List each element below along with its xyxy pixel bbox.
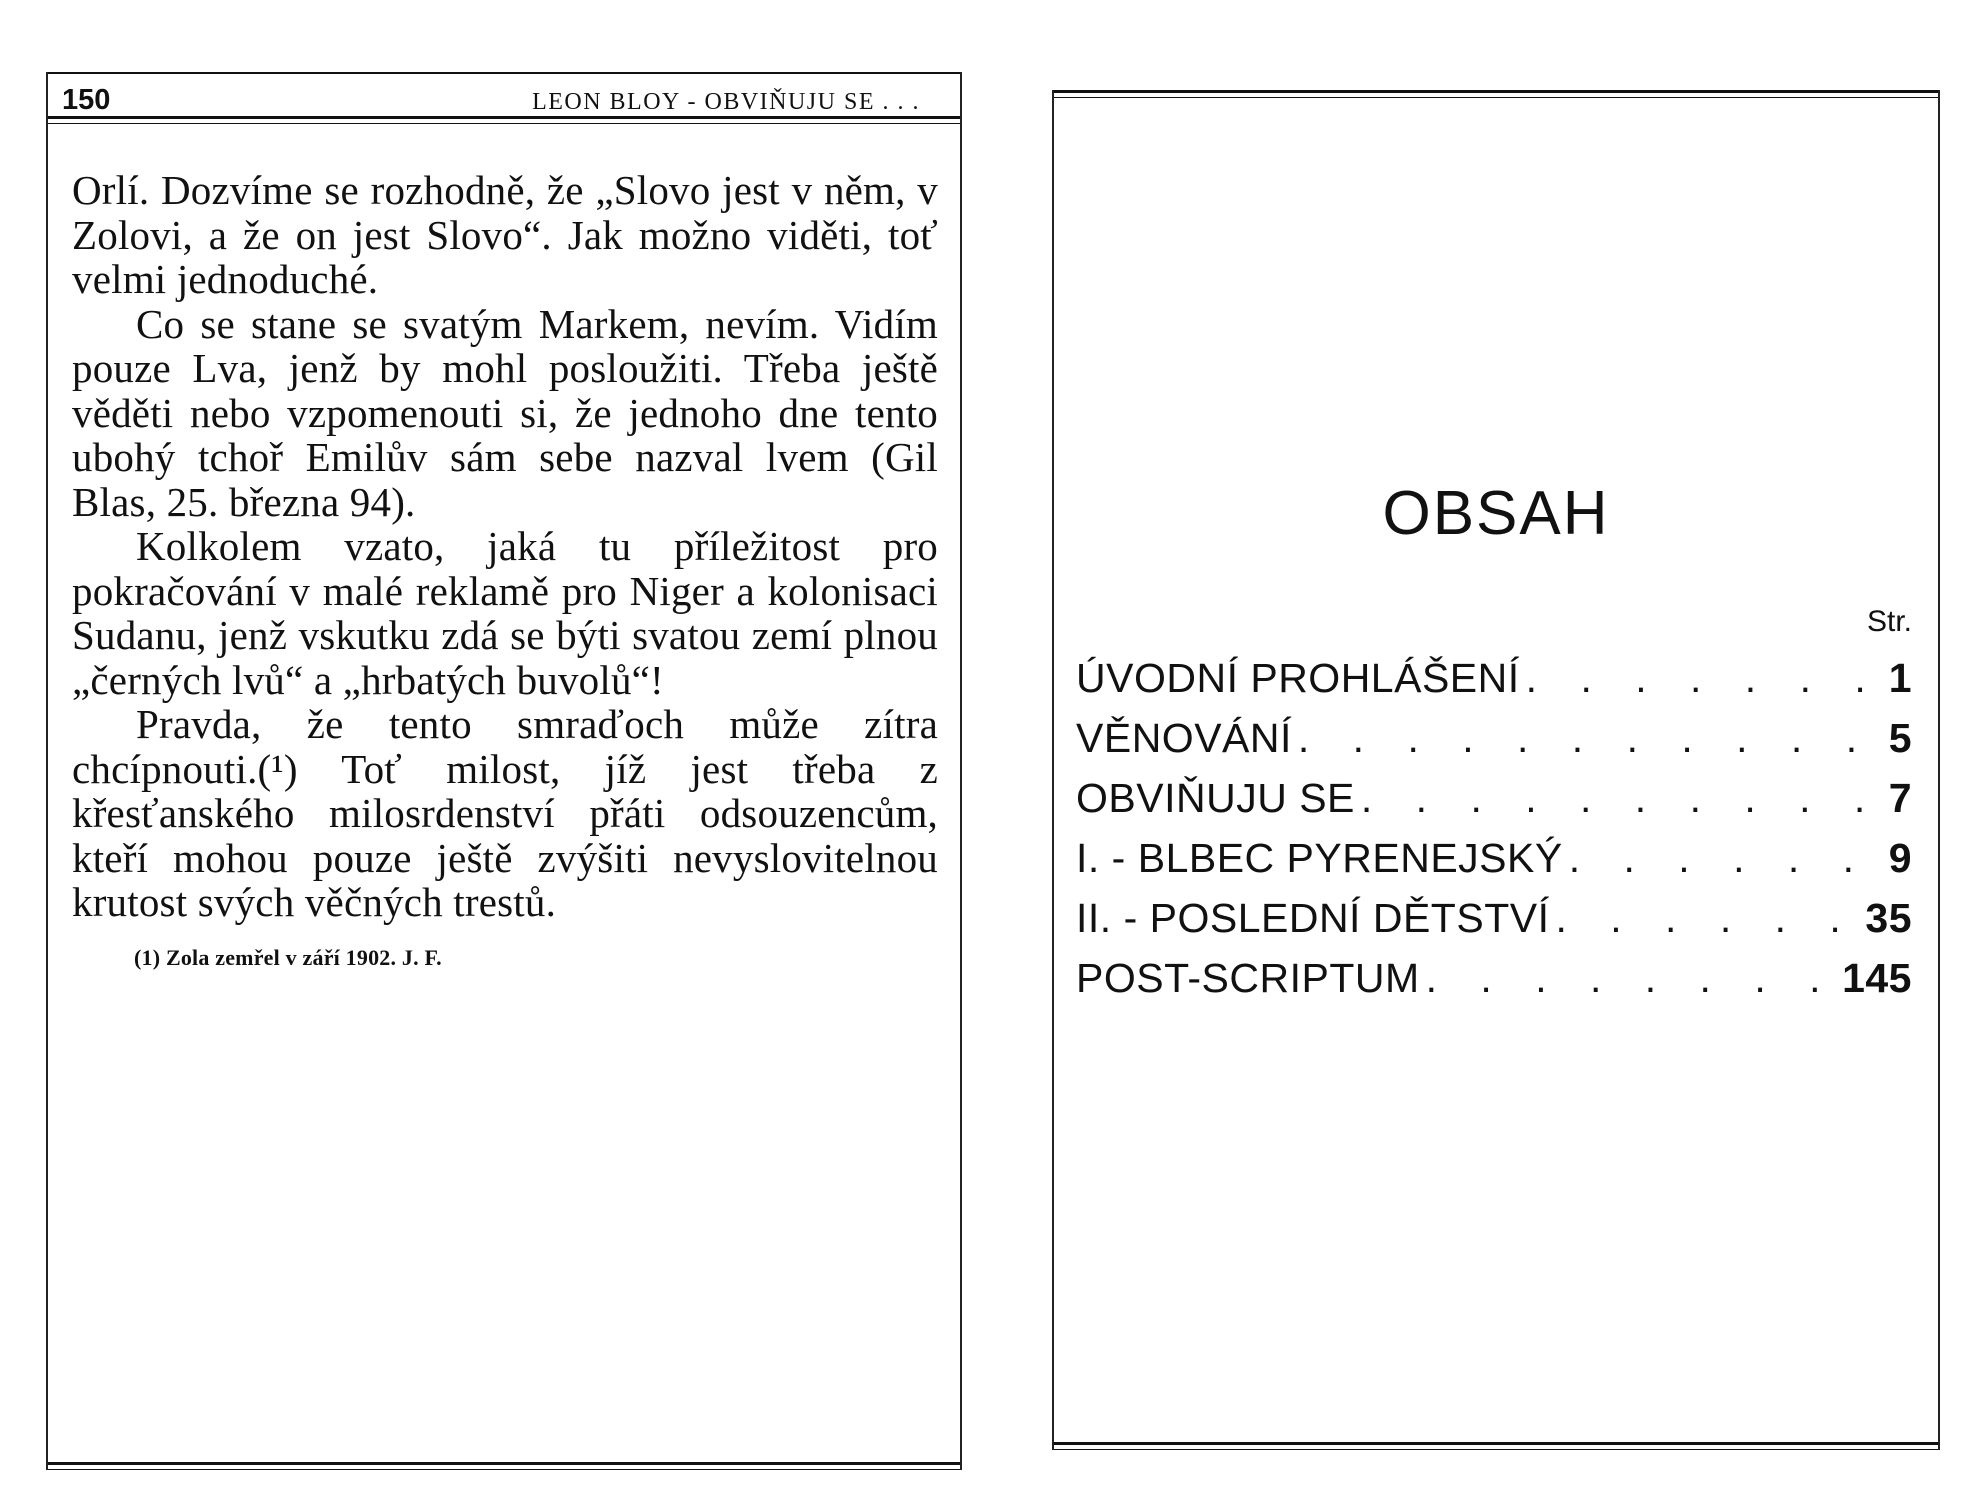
paragraph-4: Pravda, že tento smraďoch může zítra chcípnouti.(¹) Toť milost, jíž jest třeba z křesťanského milosrdenství přáti odsouzencům, kteří mohou pouze ještě zvýšiti nevyslovitelnou krutost svých věčných trestů. — [72, 701, 938, 925]
toc-entry-label: ÚVODNÍ PROHLÁŠENÍ — [1076, 655, 1520, 701]
toc-entry-page: 145 — [1842, 955, 1912, 1001]
toc-entry-page: 35 — [1865, 895, 1912, 941]
bottom-rule — [1054, 1442, 1938, 1450]
toc-entry-page: 5 — [1888, 715, 1912, 761]
footnote: (1) Zola zemřel v září 1902. J. F. — [134, 944, 442, 970]
header-rule — [48, 116, 960, 124]
top-rule — [48, 72, 960, 74]
paragraph-2: Co se stane se svatým Markem, nevím. Vidím pouze Lva, jenž by mohl posloužiti. Třeba ještě věděti nebo vzpomenouti si, že jednoho dne tento ubohý tchoř Emilův sám sebe nazval lvem (Gil Blas, 25. března 94). — [72, 300, 938, 525]
paragraph-1: Orlí. Dozvíme se rozhodně, že „Slovo jest v něm, v Zolovi, a že on jest Slovo“. Jak možno viděti, toť velmi jednoduché. — [72, 167, 938, 302]
bottom-rule — [48, 1462, 960, 1470]
toc-entry-page: 7 — [1888, 775, 1912, 821]
toc-entry-label: OBVIŇUJU SE — [1076, 775, 1355, 821]
dot-leader — [1355, 775, 1874, 822]
right-page — [1052, 90, 1940, 1450]
toc-entry-label: VĚNOVÁNÍ — [1076, 715, 1292, 761]
dot-leader — [1520, 655, 1874, 702]
table-of-contents — [1076, 655, 1912, 1015]
toc-entry[interactable] — [1076, 895, 1912, 955]
toc-entry-page: 9 — [1888, 835, 1912, 881]
dot-leader — [1292, 715, 1874, 762]
toc-entry[interactable] — [1076, 775, 1912, 835]
left-page — [46, 72, 962, 1470]
toc-entry-label: POST-SCRIPTUM — [1076, 955, 1420, 1001]
toc-entry[interactable] — [1076, 655, 1912, 715]
toc-entry-label: II. - POSLEDNÍ DĚTSTVÍ — [1076, 895, 1550, 941]
toc-entry-label: I. - BLBEC PYRENEJSKÝ — [1076, 835, 1563, 881]
dot-leader — [1563, 835, 1874, 882]
toc-title: OBSAH — [1382, 479, 1610, 548]
running-title: LEON BLOY - OBVIŇUJU SE . . . — [532, 89, 920, 115]
toc-entry-page: 1 — [1888, 655, 1912, 701]
toc-entry[interactable] — [1076, 715, 1912, 775]
top-rule — [1054, 90, 1938, 98]
toc-entry[interactable] — [1076, 835, 1912, 895]
page-column-label: Str. — [1866, 605, 1912, 638]
dot-leader — [1420, 955, 1842, 1002]
running-header — [62, 84, 920, 114]
page-number: 150 — [62, 84, 111, 116]
body-text — [72, 168, 938, 971]
toc-entry[interactable] — [1076, 955, 1912, 1015]
paragraph-3: Kolkolem vzato, jaká tu příležitost pro pokračování v malé reklamě pro Niger a kolonisaci Sudanu, jenž vskutku zdá se býti svatou zemí plnou „černých lvů“ a „hrbatých buvolů“! — [72, 523, 938, 703]
dot-leader — [1549, 895, 1865, 942]
